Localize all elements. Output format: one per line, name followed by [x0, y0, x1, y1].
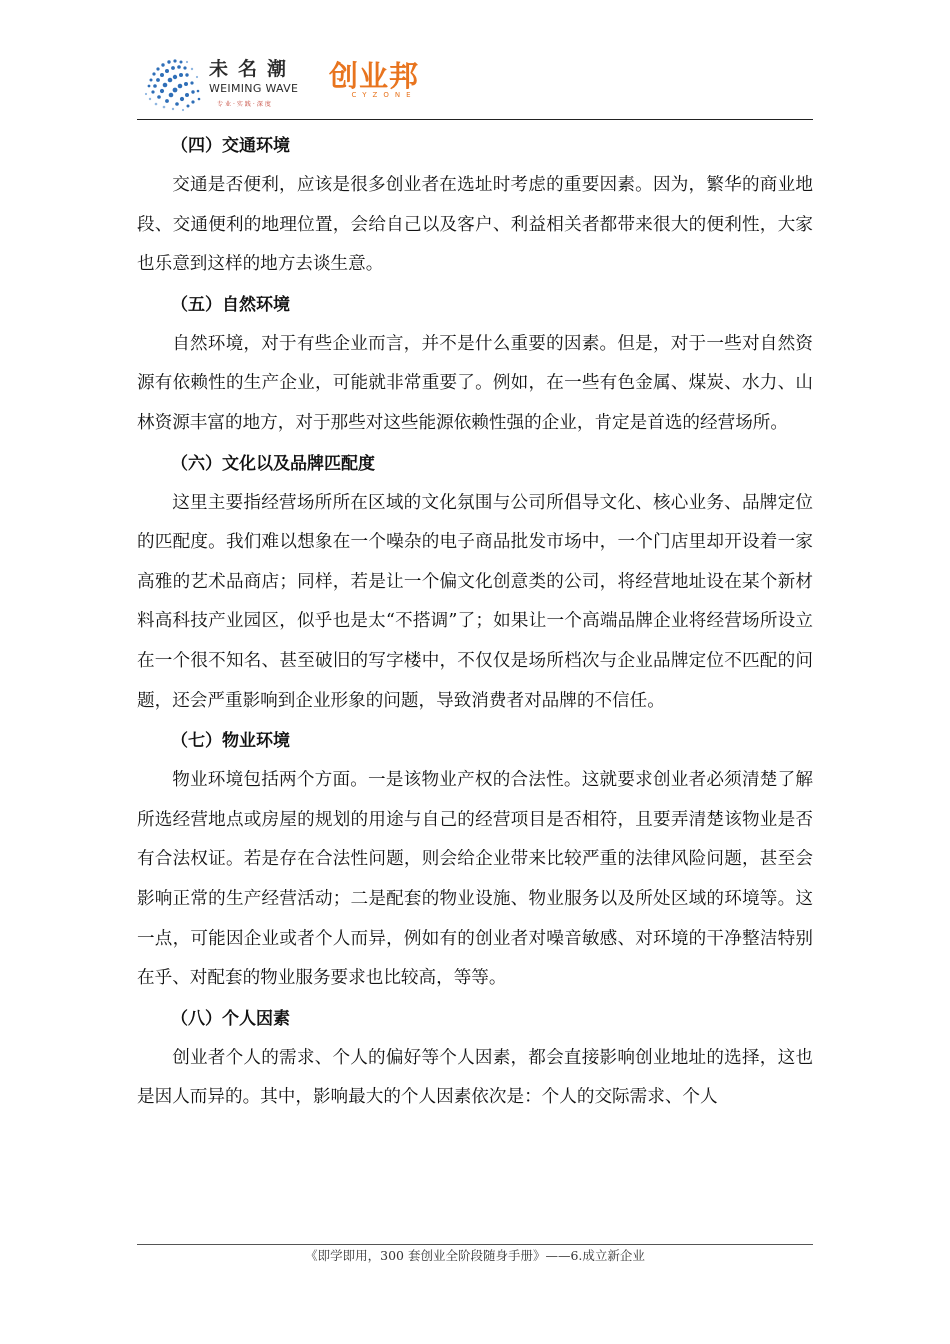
paragraph: 这里主要指经营场所所在区域的文化氛围与公司所倡导文化、核心业务、品牌定位的匹配度。我们难以想象在一个噪杂的电子商品批发市场中，一个门店里却开设着一家高雅的艺术品商店；同样，若是让一个偏文化创意类的公司，将经营地址设在某个新材料高科技产业园区，似乎也是太“不搭调”了；如果让一个高端品牌企业将经营场所设立在一个很不知名、甚至破旧的写字楼中，不仅仅是场所档次与企业品牌定位不匹配的问题，还会严重影响到企业形象的问题，导致消费者对品牌的不信任。	[137, 492, 813, 711]
cyzone-logo	[329, 60, 425, 99]
section-transport	[137, 126, 813, 285]
section-property-environment	[137, 721, 813, 999]
section-heading: （八）个人因素	[171, 1008, 290, 1029]
header-divider	[137, 119, 813, 120]
logo-english-name: WEIMING WAVE	[209, 82, 299, 95]
logo-chinese-name: 未名潮	[209, 58, 297, 80]
footer-divider	[137, 1244, 813, 1245]
cyzone-chinese-name: 创业邦	[329, 59, 420, 93]
page-footer: 《即学即用，300 套创业全阶段随身手册》——6.成立新企业	[305, 1248, 645, 1263]
section-heading: （六）文化以及品牌匹配度	[171, 453, 375, 474]
page-header	[137, 48, 813, 118]
cyzone-english-name: CYZONE	[351, 91, 417, 99]
paragraph: 创业者个人的需求、个人的偏好等个人因素，都会直接影响创业地址的选择，这也是因人而异的。其中，影响最大的个人因素依次是：个人的交际需求、个人	[137, 1047, 813, 1108]
logo-slogan: 专业·实践·深度	[217, 101, 273, 108]
paragraph: 自然环境，对于有些企业而言，并不是什么重要的因素。但是，对于一些对自然资源有依赖性的生产企业，可能就非常重要了。例如，在一些有色金属、煤炭、水力、山林资源丰富的地方，对于那些对这些能源依赖性强的企业，肯定是首选的经营场所。	[137, 333, 813, 433]
section-heading: （七）物业环境	[171, 731, 290, 752]
section-personal-factors	[137, 999, 813, 1118]
section-culture-brand-fit	[137, 444, 813, 722]
weiming-wave-wordmark	[209, 58, 329, 108]
section-natural-environment	[137, 285, 813, 444]
weiming-wave-logo-icon	[137, 50, 207, 112]
section-heading: （五）自然环境	[171, 294, 290, 315]
document-body	[137, 126, 813, 1118]
paragraph: 物业环境包括两个方面。一是该物业产权的合法性。这就要求创业者必须清楚了解所选经营地点或房屋的规划的用途与自己的经营项目是否相符，且要弄清楚该物业是否有合法权证。若是存在合法性问题，则会给企业带来比较严重的法律风险问题，甚至会影响正常的生产经营活动；二是配套的物业设施、物业服务以及所处区域的环境等。这一点，可能因企业或者个人而异，例如有的创业者对噪音敏感、对环境的干净整洁特别在乎、对配套的物业服务要求也比较高，等等。	[137, 770, 813, 989]
section-heading: （四）交通环境	[171, 136, 290, 156]
paragraph: 交通是否便利，应该是很多创业者在选址时考虑的重要因素。因为，繁华的商业地段、交通便利的地理位置，会给自己以及客户、利益相关者都带来很大的便利性，大家也乐意到这样的地方去谈生意。	[137, 175, 813, 275]
